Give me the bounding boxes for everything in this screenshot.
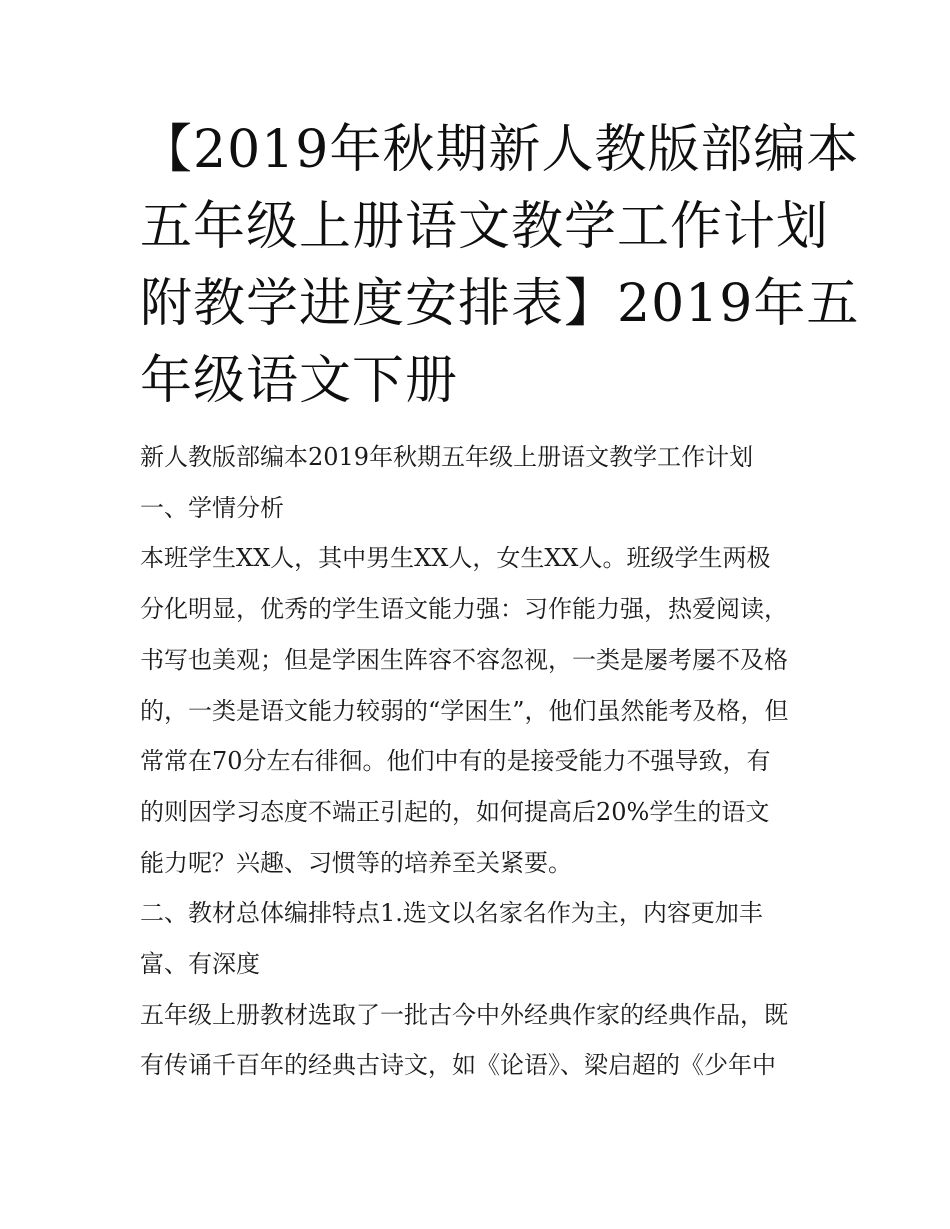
body-line: 五年级上册教材选取了一批古今中外经典作家的经典作品，既	[140, 1000, 788, 1029]
body-line: 的则因学习态度不端正引起的，如何提高后20%学生的语文	[140, 797, 770, 826]
title-line: 附教学进度安排表】2019年五	[140, 274, 860, 334]
title-line: 年级语文下册	[140, 351, 459, 411]
body-line: 能力呢？兴趣、习惯等的培养至关紧要。	[140, 848, 572, 877]
body-line: 常常在70分左右徘徊。他们中有的是接受能力不强导致，有	[140, 747, 771, 776]
body-line: 分化明显，优秀的学生语文能力强：习作能力强，热爱阅读，	[140, 595, 788, 624]
section-heading: 二、教材总体编排特点1.选文以名家名作为主，内容更加丰	[140, 899, 763, 928]
document-title	[140, 112, 860, 420]
body-line: 本班学生XX人，其中男生XX人，女生XX人。班级学生两极	[140, 544, 771, 573]
body-line: 新人教版部编本2019年秋期五年级上册语文教学工作计划	[140, 443, 754, 471]
body-line: 有传诵千百年的经典古诗文，如《论语》、梁启超的《少年中	[140, 1051, 776, 1080]
document-body	[140, 432, 820, 1091]
body-line: 富、有深度	[140, 950, 260, 979]
body-line: 书写也美观；但是学困生阵容不容忽视，一类是屡考屡不及格	[140, 645, 788, 674]
body-line: 的，一类是语文能力较弱的“学困生”，他们虽然能考及格，但	[140, 696, 789, 725]
section-heading: 一、学情分析	[140, 493, 284, 522]
title-line: 五年级上册语文教学工作计划	[140, 197, 830, 257]
title-line: 【2019年秋期新人教版部编本	[140, 120, 860, 180]
